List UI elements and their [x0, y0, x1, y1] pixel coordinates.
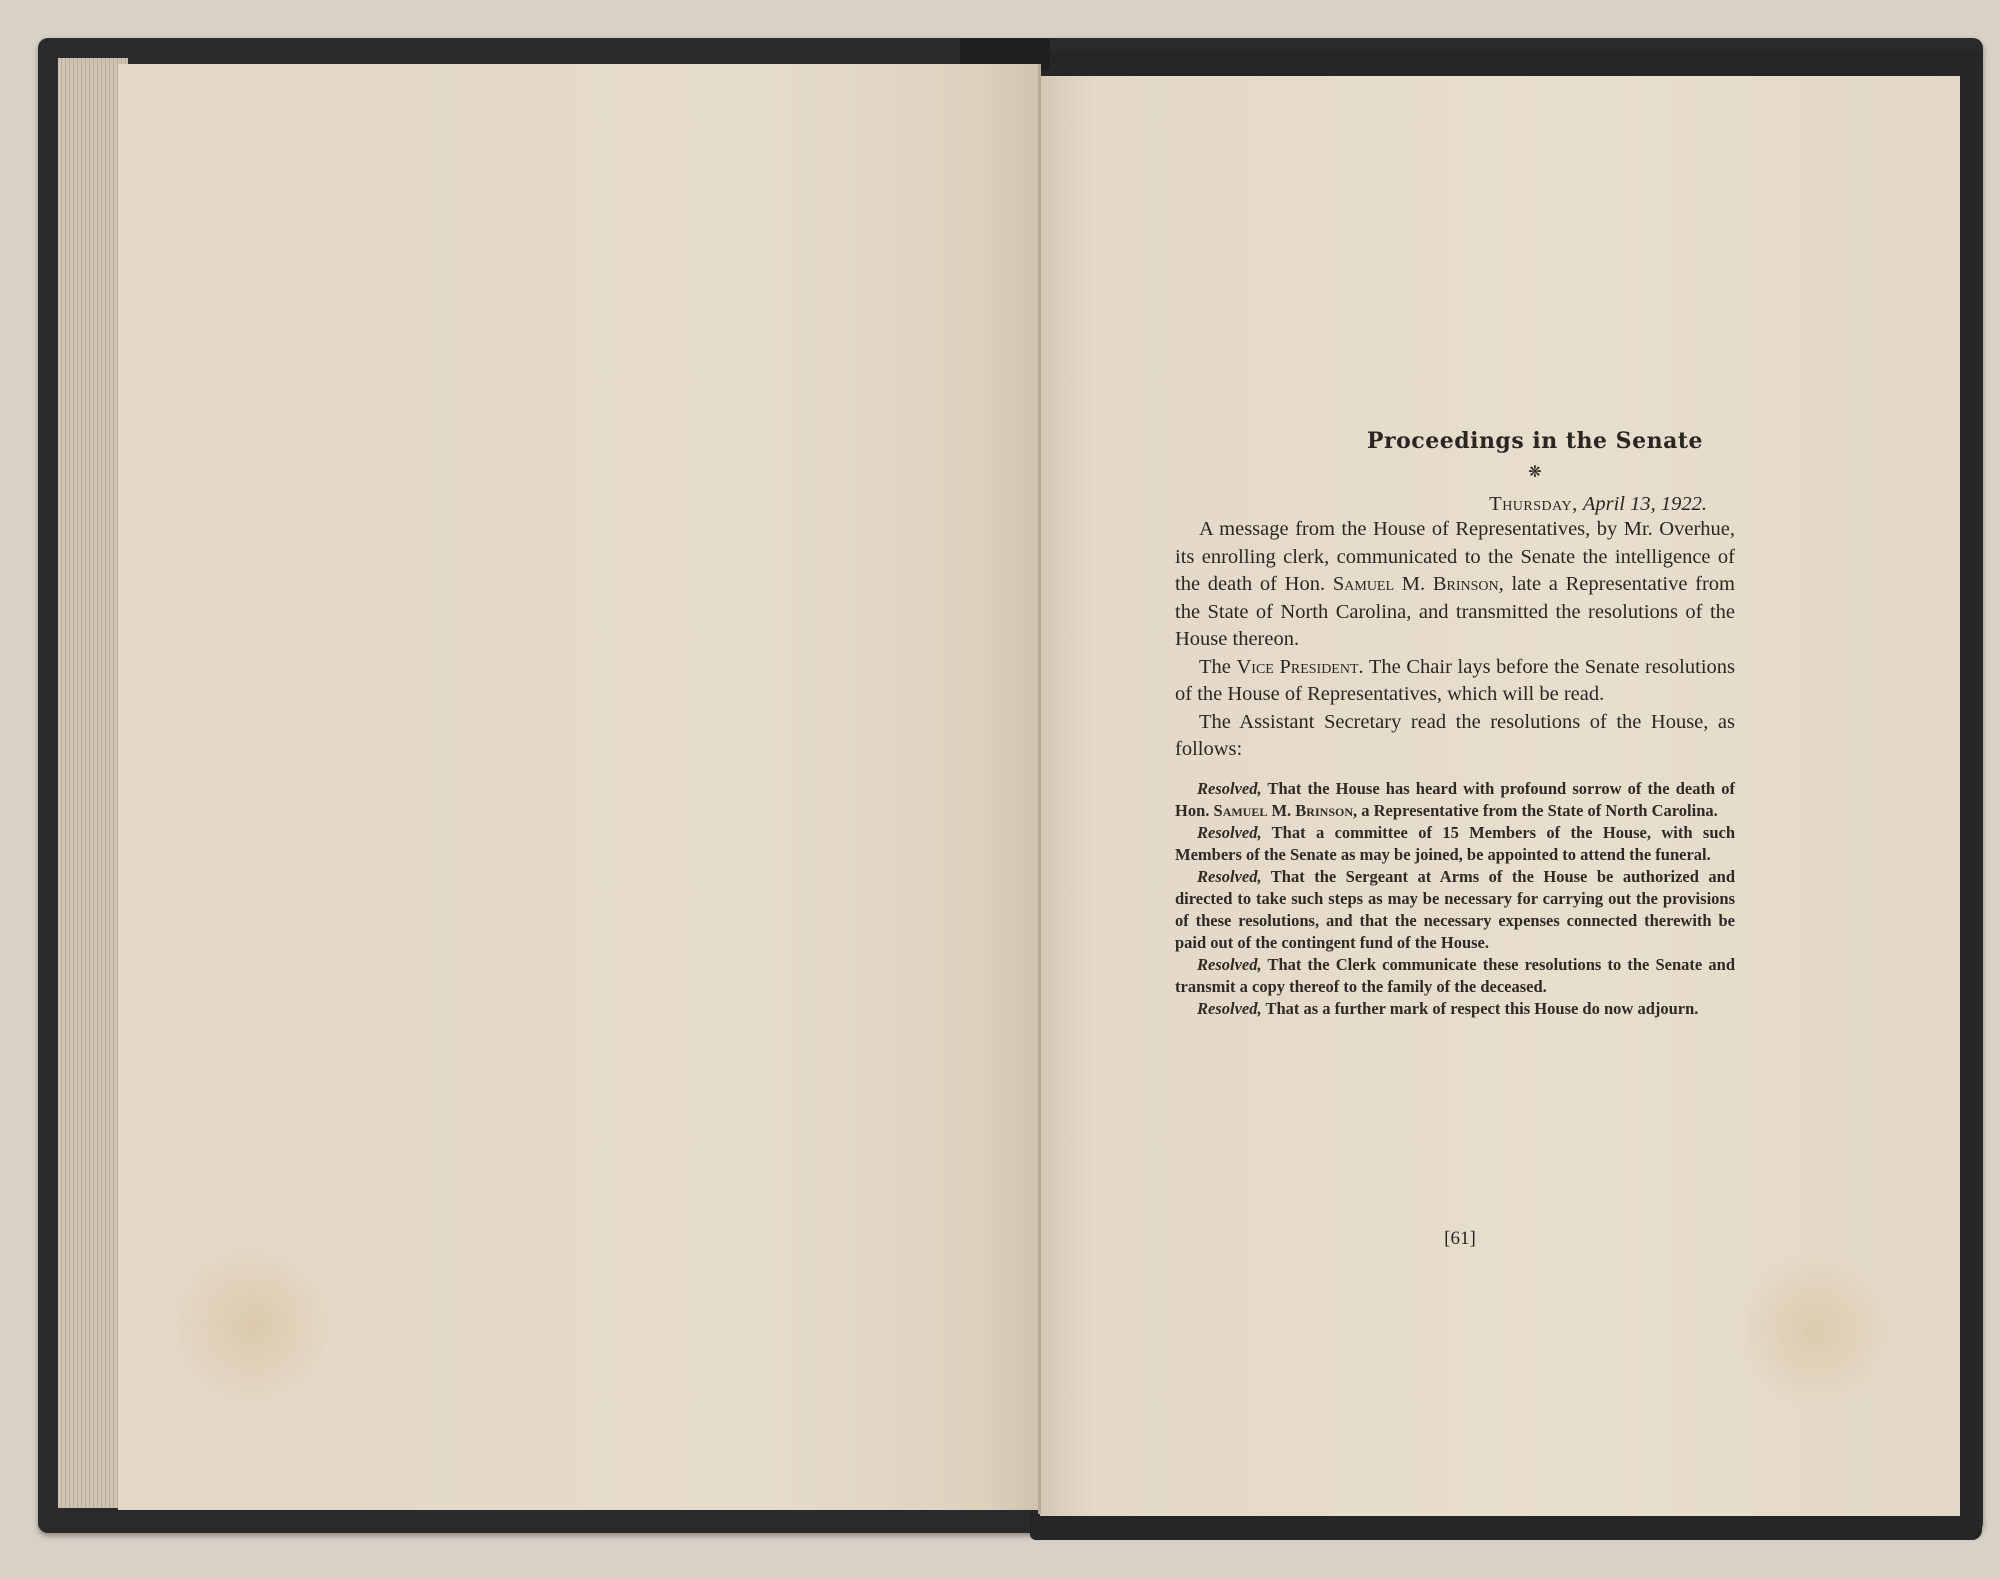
resolution-text: a Representative from the State of North Carolina. [1361, 800, 1718, 820]
paragraph-text: A message from the House of Representatives, by Mr. Overhue, its enrolling clerk, communicated to the Senate the intelligence of the death of Hon. [1175, 518, 1735, 595]
paragraph-text: late a Representative from the State of North Carolina, and transmitted the resolutions of the House thereon. [1175, 573, 1736, 650]
dateline-day: Thursday, [1489, 493, 1578, 515]
page-number: [61] [1444, 1228, 1476, 1249]
paper-stain-left [178, 1240, 328, 1410]
resolution-lead: Resolved, [1197, 822, 1262, 842]
resolution-item [1175, 866, 1735, 954]
resolution-text: That a committee of 15 Members of the House, with such Members of the Senate as may be joined, be appointed to attend the funeral. [1175, 822, 1735, 864]
resolution-text: That as a further mark of respect this House do now adjourn. [1265, 998, 1699, 1018]
resolution-text: That the House has heard with profound sorrow of the death of Hon. [1175, 778, 1735, 820]
resolution-lead: Resolved, [1197, 866, 1262, 886]
resolution-lead: Resolved, [1197, 778, 1262, 798]
member-name: Samuel M. Brinson, [1213, 800, 1358, 820]
resolution-text: That the Sergeant at Arms of the House be authorized and directed to take such steps as may be necessary for carrying out the provisions of these resolutions, and that the necessary expenses connected therewith be paid out of the contingent fund of the House. [1175, 866, 1736, 952]
paragraph-vice-president [1175, 654, 1735, 709]
dateline [1175, 493, 1735, 516]
resolution-text: That the Clerk communicate these resolutions to the Senate and transmit a copy thereof to the family of the deceased. [1175, 954, 1736, 996]
resolution-item [1175, 822, 1735, 866]
paper-stain-right [1740, 1245, 1890, 1415]
speaker-name: Vice President. [1236, 655, 1364, 678]
resolution-item [1175, 954, 1735, 998]
paragraph-text: The Chair lays before the Senate resolutions of the House of Representatives, which will be read. [1175, 655, 1735, 705]
ornament-icon: ❋ [1528, 462, 1542, 481]
paragraph-text: The [1199, 655, 1231, 678]
page-heading: Proceedings in the Senate [1367, 428, 1703, 454]
page-text-block [1175, 420, 1735, 1020]
paragraph-assistant-secretary: The Assistant Secretary read the resolutions of the House, as follows: [1175, 710, 1735, 760]
member-name: Samuel M. Brinson, [1332, 573, 1504, 595]
paragraph-message [1175, 516, 1735, 654]
resolution-lead: Resolved, [1197, 954, 1262, 974]
dateline-date: April 13, 1922. [1582, 493, 1707, 515]
resolution-item [1175, 778, 1735, 822]
resolution-item [1175, 998, 1735, 1020]
resolution-lead: Resolved, [1197, 998, 1262, 1018]
book-gutter [1038, 64, 1041, 1514]
resolutions-list [1175, 778, 1735, 1020]
